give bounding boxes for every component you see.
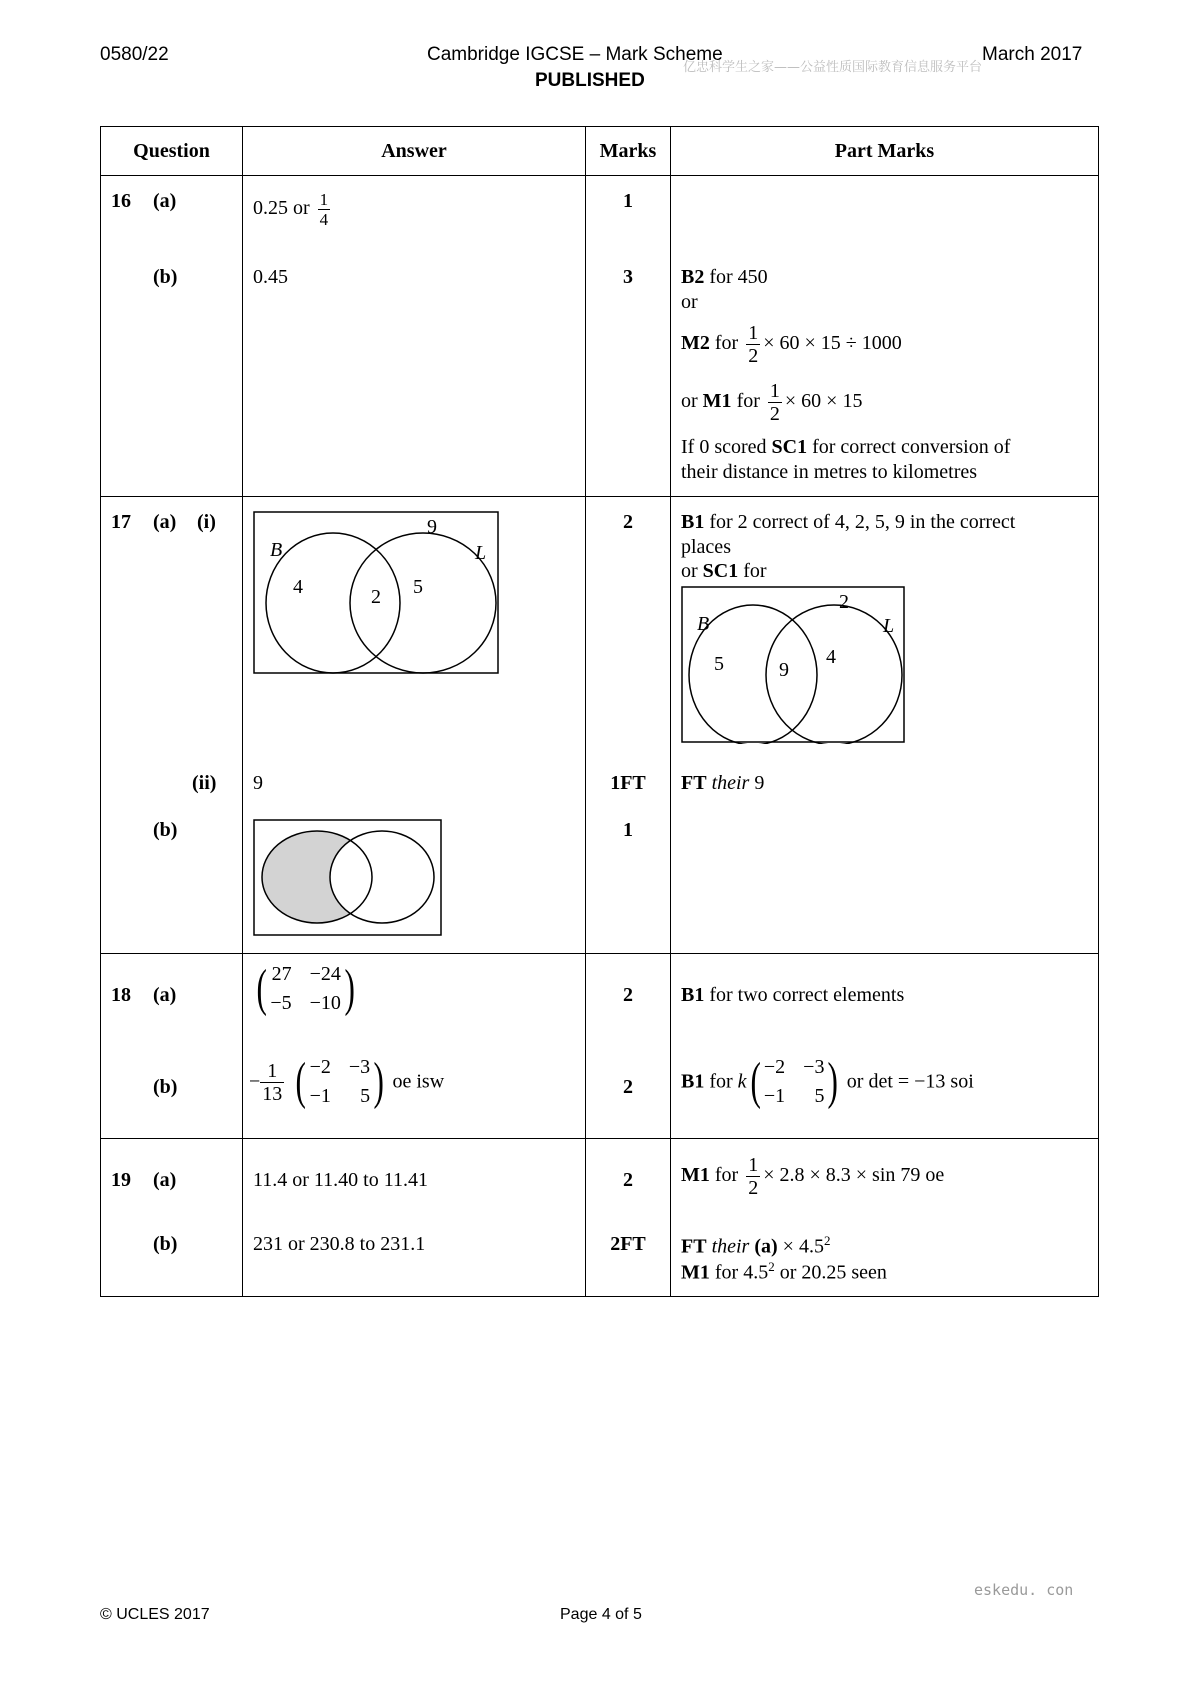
venn-l-only-value: 4 bbox=[826, 646, 836, 668]
table-row-q17 bbox=[101, 497, 1099, 954]
pm-line: or SC1 for bbox=[681, 560, 767, 582]
answer-19a: 11.4 or 11.40 to 11.41 bbox=[253, 1169, 428, 1191]
pm-line: FT their $(a) \times 4.5^2$ bbox=[681, 1233, 831, 1258]
venn-intersection-value: 9 bbox=[779, 659, 789, 681]
table-header-row bbox=[101, 127, 1099, 176]
table-row-q16 bbox=[101, 176, 1099, 497]
subpart-label: (ii) bbox=[192, 772, 217, 794]
q17-answer-cell bbox=[243, 497, 585, 953]
matrix-answer-18b: − $\frac{1}{13}$ ( −2 −3 −1 5 ) oe isw bbox=[249, 1053, 445, 1110]
site-watermark: eskedu. con bbox=[974, 1581, 1074, 1599]
copyright: © UCLES 2017 bbox=[100, 1606, 210, 1623]
header-part-marks: Part Marks bbox=[671, 127, 1099, 176]
part-label: (a) bbox=[153, 984, 177, 1006]
table-row-q19 bbox=[101, 1139, 1099, 1297]
q19-answer-cell bbox=[243, 1139, 585, 1296]
answer-16a: 0.25 or $\frac{1}{4}$ bbox=[253, 190, 329, 229]
matrix-answer-18a: ( 27 −24 −5 −10 ) bbox=[256, 960, 355, 1017]
fraction: $\frac{1}{2}$ bbox=[748, 322, 759, 367]
marks-value: 3 bbox=[623, 266, 633, 288]
marks-value: 1 bbox=[623, 819, 633, 841]
status-label: PUBLISHED bbox=[535, 70, 645, 91]
question-number: 16 bbox=[111, 190, 131, 212]
part-label: (b) bbox=[153, 266, 178, 288]
venn-outside-value: 9 bbox=[427, 516, 437, 538]
part-label: (b) bbox=[153, 819, 178, 841]
question-number: 18 bbox=[111, 984, 131, 1006]
venn-label-b: B bbox=[697, 613, 710, 635]
marks-value: 2FT bbox=[610, 1233, 646, 1255]
part-label: (a) bbox=[153, 1169, 177, 1191]
q16-answer-cell bbox=[243, 176, 585, 496]
venn-b-only-value: 4 bbox=[293, 576, 303, 598]
pm-line: If 0 scored SC1 for correct conversion of bbox=[681, 436, 1011, 458]
venn-diagram-sc1 bbox=[681, 586, 906, 744]
syllabus-code: 0580/22 bbox=[100, 44, 169, 65]
pm-line: or M1 for $\frac{1}{2}$ × 60 × 15 bbox=[681, 380, 863, 425]
answer-19b: 231 or 230.8 to 231.1 bbox=[253, 1233, 426, 1255]
q16-question-cell bbox=[101, 176, 242, 496]
q18-answer-cell bbox=[243, 954, 585, 1138]
part-label: (b) bbox=[153, 1233, 178, 1255]
document-title: Cambridge IGCSE – Mark Scheme bbox=[427, 44, 723, 65]
fraction: $\frac{1}{2}$ bbox=[748, 1154, 759, 1199]
watermark-text: 亿忠科学生之家——公益性质国际教育信息服务平台 bbox=[683, 60, 983, 75]
q16-part-marks-cell bbox=[671, 176, 1098, 496]
page-number: Page 4 of 5 bbox=[560, 1606, 642, 1623]
question-number: 19 bbox=[111, 1169, 131, 1191]
venn-label-b: B bbox=[270, 539, 283, 561]
pm-line: B1 for 2 correct of 4, 2, 5, 9 in the correct bbox=[681, 511, 1016, 533]
q16-marks-cell bbox=[586, 176, 670, 496]
pm-line: B2 for 450 bbox=[681, 266, 768, 288]
exam-date: March 2017 bbox=[982, 44, 1083, 65]
part-label: (a) bbox=[153, 190, 177, 212]
marks-value: 2 bbox=[623, 1169, 633, 1191]
marks-value: 1FT bbox=[610, 772, 646, 794]
venn-label-l: L bbox=[883, 615, 895, 637]
mark-scheme-table bbox=[100, 126, 1099, 1297]
fraction: $\frac{1}{13}$ bbox=[262, 1059, 283, 1105]
venn-label-l: L bbox=[475, 542, 487, 564]
marks-value: 2 bbox=[623, 984, 633, 1006]
pm-line: FT their 9 bbox=[681, 772, 765, 794]
question-number: 17 bbox=[111, 511, 131, 533]
q19-part-marks-cell bbox=[671, 1139, 1098, 1296]
venn-outside-value: 2 bbox=[839, 591, 849, 613]
answer-16b: 0.45 bbox=[253, 266, 288, 288]
fraction: $\frac{1}{2}$ bbox=[769, 380, 780, 425]
marks-value: 2 bbox=[623, 511, 633, 533]
q18-question-cell bbox=[101, 954, 242, 1138]
venn-intersection-value: 2 bbox=[371, 586, 381, 608]
fraction: $\frac{1}{4}$ bbox=[319, 190, 329, 229]
marks-value: 1 bbox=[623, 190, 633, 212]
part-label: (b) bbox=[153, 1076, 178, 1098]
table-row-q18 bbox=[101, 954, 1099, 1139]
pm-line: places bbox=[681, 536, 731, 558]
q17-part-marks-cell bbox=[671, 497, 1098, 953]
venn-b-only-value: 5 bbox=[714, 653, 724, 675]
pm-line: B1 for k ( −2 −3 −1 5 ) or det = −13 soi bbox=[681, 1053, 974, 1110]
pm-line: or bbox=[681, 291, 698, 313]
venn-l-only-value: 5 bbox=[413, 576, 423, 598]
q17-marks-cell bbox=[586, 497, 670, 953]
answer-17a-ii: 9 bbox=[253, 772, 263, 794]
pm-line: their distance in metres to kilometres bbox=[681, 461, 978, 483]
header-marks: Marks bbox=[586, 127, 671, 176]
venn-diagram-answer bbox=[253, 511, 499, 675]
marks-value: 2 bbox=[623, 1076, 633, 1098]
q19-marks-cell bbox=[586, 1139, 670, 1296]
header-question: Question bbox=[101, 127, 243, 176]
q17-question-cell bbox=[101, 497, 242, 953]
part-label: (a) bbox=[153, 511, 177, 533]
pm-line: M2 for $\frac{1}{2}$ × 60 × 15 ÷ 1000 bbox=[681, 322, 902, 367]
pm-line: M1 for $4.5^2$ or 20.25 seen bbox=[681, 1259, 887, 1284]
q19-question-cell bbox=[101, 1139, 242, 1296]
header-answer: Answer bbox=[243, 127, 586, 176]
q18-part-marks-cell bbox=[671, 954, 1098, 1138]
pm-line: B1 for two correct elements bbox=[681, 984, 905, 1006]
subpart-label: (i) bbox=[197, 511, 216, 533]
venn-diagram-shaded bbox=[253, 819, 443, 937]
q18-marks-cell bbox=[586, 954, 670, 1138]
pm-line: M1 for $\frac{1}{2}$ × 2.8 × 8.3 × sin 79 oe bbox=[681, 1154, 945, 1199]
